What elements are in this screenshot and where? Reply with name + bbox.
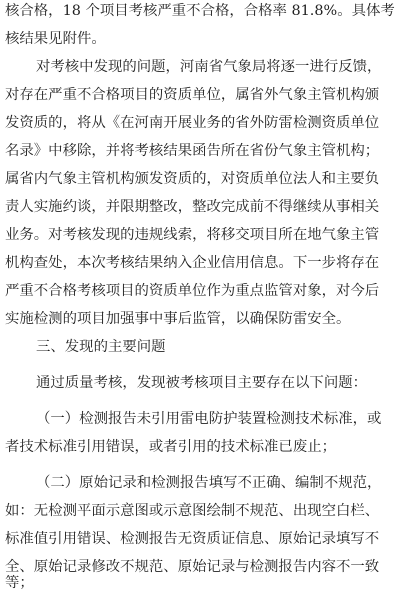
list-item-line: （二）原始记录和检测报告填写不正确、编制不规范， [36, 475, 382, 491]
list-item-line: 全、原始记录修改不规范、原始记录与检测报告内容不一致 [5, 559, 380, 575]
paragraph-line: 属省内气象主管机构颁发资质的，对资质单位法人和主要负 [5, 171, 380, 187]
paragraph-line: 对存在严重不合格项目的资质单位，属省外气象主管机构颁 [5, 87, 380, 103]
paragraph-line: 通过质量考核，发现被考核项目主要存在以下问题： [36, 375, 367, 391]
list-item-line: （一）检测报告未引用雷电防护装置检测技术标准，或 [36, 411, 382, 427]
paragraph-line: 实施检测的项目加强事中事后监管，以确保防雷安全。 [5, 311, 351, 327]
list-item-line: 等； [5, 575, 34, 591]
paragraph-line: 对考核中发现的问题，河南省气象局将逐一进行反馈， [36, 59, 382, 75]
paragraph-line: 名录》中移除，并将考核结果函告所在省份气象主管机构； [5, 143, 380, 159]
paragraph-line: 发资质的，将从《在河南开展业务的省外防雷检测资质单位 [5, 115, 380, 131]
paragraph-line: 严重不合格考核项目的资质单位作为重点监管对象，对今后 [5, 283, 380, 299]
list-item-line: 如：无检测平面示意图或示意图绘制不规范、出现空白栏、 [5, 503, 380, 519]
list-item-line: 者技术标准引用错误，或者引用的技术标准已废止； [5, 439, 336, 455]
paragraph-line: 核合格，18 个项目考核严重不合格，合格率 81.8%。具体考 [5, 3, 395, 19]
section-heading: 三、发现的主要问题 [36, 339, 166, 355]
paragraph-line: 业务。对考核发现的违规线索，将移交项目所在地气象主管 [5, 227, 380, 243]
paragraph-line: 核结果见附件。 [5, 31, 106, 47]
paragraph-line: 责人实施约谈，并限期整改，整改完成前不得继续从事相关 [5, 199, 380, 215]
list-item-line: 标准值引用错误、检测报告无资质证信息、原始记录填写不 [5, 531, 380, 547]
paragraph-line: 机构查处，本次考核结果纳入企业信用信息。下一步将存在 [5, 255, 380, 271]
